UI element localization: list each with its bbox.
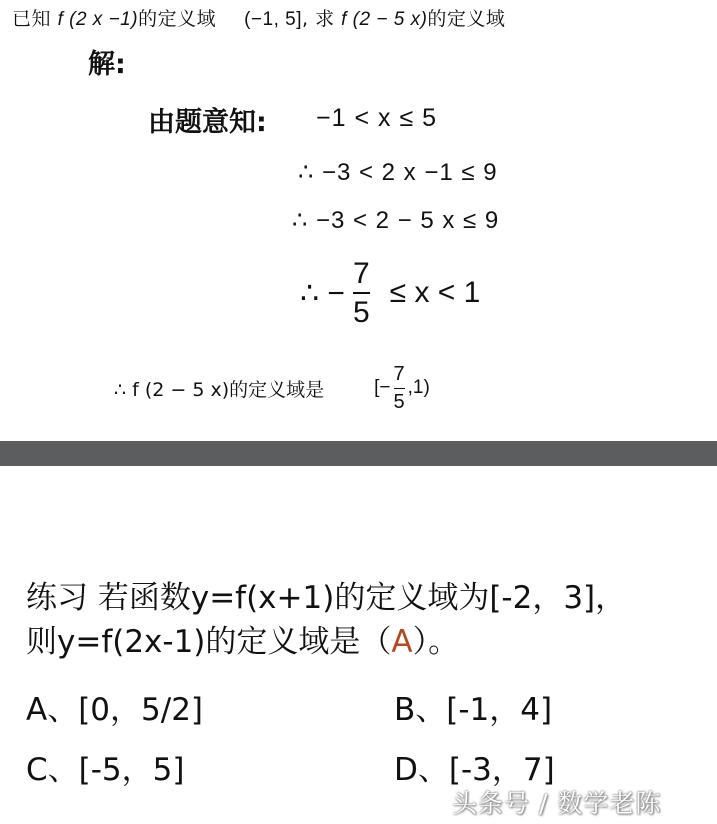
fraction-bar: [394, 388, 405, 389]
conclusion-numerator: 7: [393, 362, 405, 385]
target-function: f (2 − 5 x): [341, 9, 428, 30]
solution-step-3: [300, 252, 480, 334]
solution-label: 解:: [88, 49, 126, 80]
conclusion-denominator: 5: [393, 390, 405, 413]
option-c: C、[-5，5]: [26, 752, 185, 788]
solution-conclusion: [114, 352, 430, 424]
option-a: A、[0，5/2]: [26, 692, 204, 728]
target-domain-word: 的定义域: [427, 8, 506, 30]
exercise-line-2-before: 则y=f(2x-1)的定义域是（: [26, 624, 392, 660]
problem-prefix: 已知: [12, 8, 52, 30]
exercise-answer: A: [391, 624, 413, 660]
step3-fraction: [353, 258, 370, 329]
section-divider: [0, 441, 717, 466]
given-domain-word: 的定义域: [138, 8, 217, 30]
fraction-bar: [353, 292, 370, 294]
solution-step-2: ∴ −3 < 2 − 5 x ≤ 9: [292, 207, 500, 234]
exercise-line-2: [26, 620, 626, 664]
solution-step-1: ∴ −3 < 2 x −1 ≤ 9: [298, 159, 498, 186]
given-domain: (−1, 5]: [244, 9, 302, 30]
option-d: D、[-3，7]: [394, 752, 555, 788]
step3-prefix: ∴ −: [300, 276, 345, 310]
conclusion-fraction: [394, 364, 405, 413]
step3-numerator: 7: [352, 256, 370, 290]
exercise-line-1: 练习 若函数y=f(x+1)的定义域为[-2，3]，: [26, 580, 627, 616]
exercise-line-2-after: ）。: [412, 624, 460, 660]
problem-statement: [12, 4, 505, 31]
exercise-question: [26, 576, 626, 664]
conclusion-prefix: ∴ f (2 − 5 x)的定义域是: [114, 378, 325, 401]
solution-lead: 由题意知:: [148, 107, 267, 138]
conclusion-open: [−: [374, 377, 391, 398]
ask-word: , 求: [301, 8, 335, 30]
watermark: 头条号 / 数学老陈: [452, 789, 662, 818]
given-function: f (2 x −1): [57, 9, 139, 30]
step3-suffix: ≤ x < 1: [389, 276, 481, 309]
conclusion-close: ,1): [407, 377, 430, 398]
step3-denominator: 5: [352, 296, 370, 329]
solution-step-0: −1 < x ≤ 5: [316, 104, 438, 132]
option-b: B、[-1，4]: [394, 692, 553, 728]
